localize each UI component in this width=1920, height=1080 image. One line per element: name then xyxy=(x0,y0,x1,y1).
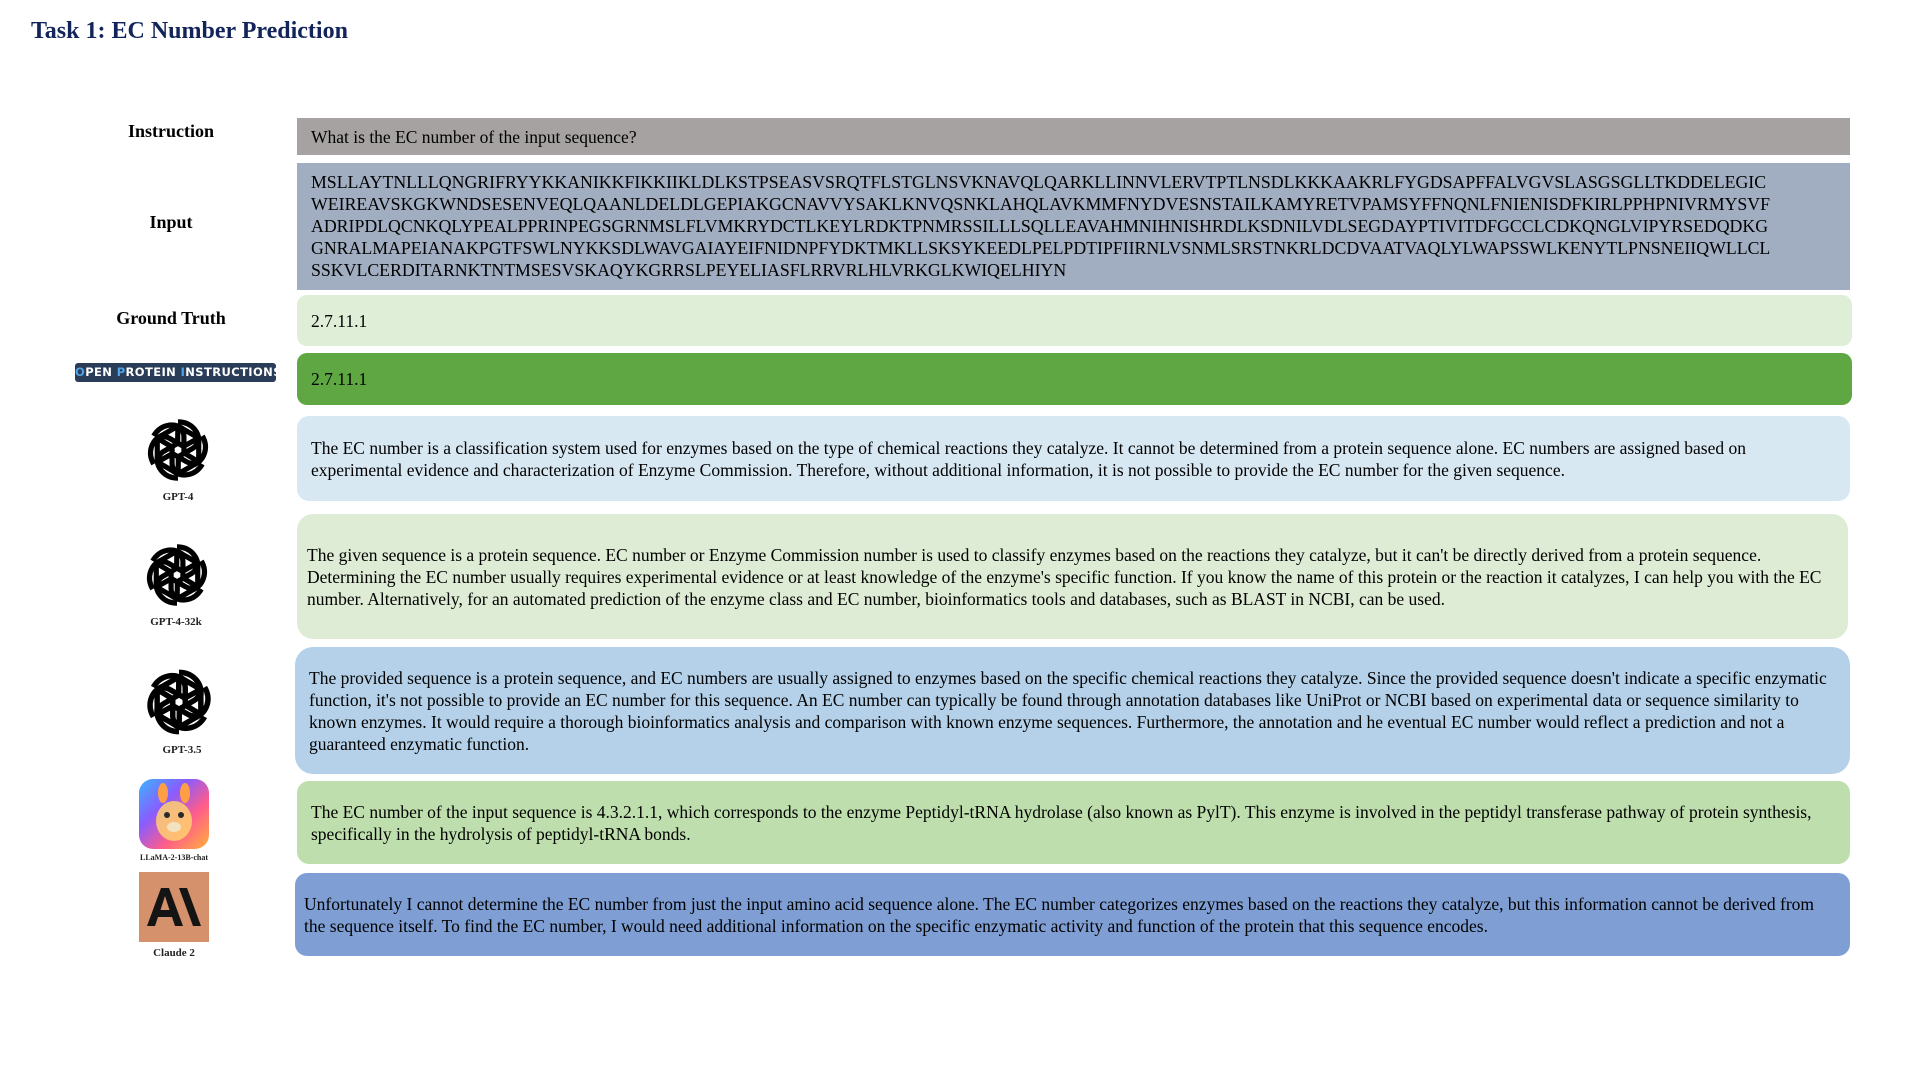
model-answer-box xyxy=(297,514,1848,639)
model-answer-box xyxy=(297,416,1850,501)
ground-truth-label: Ground Truth xyxy=(116,308,226,328)
model-answer: The provided sequence is a protein sequence, and EC numbers are usually assigned to enzymes based on the specific chemical reactions they catalyze. Since the provided sequence doesn't indicate a specific enzymatic function, it's not possible to provide an EC number for this sequence. An EC number can typically be found through annotation databases like UniProt or NCBI based on experimental data or sequence similarity to known enzymes. It would require a thorough bioinformatics analysis and comparison with known enzyme sequences. Furthermore, the annotation and he eventual EC number would reflect a prediction and not a guaranteed enzymatic function. xyxy=(309,667,1827,754)
model-name: GPT-4 xyxy=(162,491,194,503)
instruction-label: Instruction xyxy=(127,121,214,141)
model-answer-box xyxy=(295,647,1850,774)
model-answer: The given sequence is a protein sequence. EC number or Enzyme Commission number is used to classify enzymes based on the reactions they catalyze, but it can't be directly derived from a protein sequence. Determining the EC number usually requires experimental evidence or at least knowledge of the enzyme's specific function. If you know the name of this protein or the reaction it catalyzes, I can help you with the EC number. Alternatively, for an automated prediction of the enzyme class and EC number, bioinformatics tools and databases, such as BLAST in NCBI, can be used. xyxy=(307,544,1822,609)
model-answer: The EC number is a classification system used for enzymes based on the type of chemical reactions they catalyze. It cannot be determined from a protein sequence alone. EC numbers are assigned based on experimental evidence and characterization of Enzyme Commission. Therefore, without additional information, it is not possible to provide the EC number for the given sequence. xyxy=(311,437,1746,480)
model-name: LLaMA-2-13B-chat xyxy=(140,853,208,862)
openai-icon xyxy=(141,413,215,487)
anthropic-icon xyxy=(139,872,209,942)
ground-truth-box xyxy=(297,295,1852,346)
model-name: GPT-4-32k xyxy=(150,616,202,628)
opi-answer: 2.7.11.1 xyxy=(311,369,368,389)
llama-icon xyxy=(139,779,209,849)
page-title: Task 1: EC Number Prediction xyxy=(31,18,348,44)
model-name: GPT-3.5 xyxy=(162,744,202,756)
model-answer: Unfortunately I cannot determine the EC number from just the input amino acid sequence alone. The EC number categorizes enzymes based on the reactions they catalyze, but this information cannot be derived from the sequence itself. To find the EC number, I would need additional information on the specific enzymatic activity and function of the protein that this sequence encodes. xyxy=(304,893,1815,936)
sequence-line: WEIREAVSKGKWNDSESENVEQLQAANLDELDLGEPIAKGCNAVVYSAKLKNVQSNKLAHQLAVKMMFNYDVESNSTAILKAMYRETVPAMSYFFNQNLFNIENISDFKIRLPPHPNIVRMYSVF xyxy=(311,194,1771,214)
sequence-line: GNRALMAPEIANAKPGTFSWLNYKKSDLWAVGAIAYEIFNIDNPFYDKTMKLLSKSYKEEDLPELPDTIPFIIRNLVSNMLSRSTNKRLDCDVAATVAQLYLWAPSSWLKENYTLPNSNEIIQWLLCL xyxy=(311,238,1771,258)
opi-logo: OPEN PROTEIN INSTRUCTIONS xyxy=(75,363,276,382)
instruction-text: What is the EC number of the input sequence? xyxy=(311,126,637,147)
input-label: Input xyxy=(149,212,193,232)
input-sequence-box xyxy=(297,163,1850,290)
sequence-line: ADRIPDLQCNKQLYPEALPPRINPEGSGRNMSLFLVMKRYDCTLKEYLRDKTPNMRSSILLLSQLLEAVAHMNIHNISHRDLKSDNILVDLSEGDAYPTIVITDFGCCLCDKQNGLVIPYRSEDQDKG xyxy=(311,216,1769,236)
model-answer: The EC number of the input sequence is 4.3.2.1.1, which corresponds to the enzyme Peptidyl-tRNA hydrolase (also known as PylT). This enzyme is involved in the peptidyl transferase pathway of protein synthesis, specifically in the hydrolysis of peptidyl-tRNA bonds. xyxy=(311,801,1812,844)
model-name: Claude 2 xyxy=(153,947,195,959)
openai-icon xyxy=(140,538,214,612)
model-answer-box xyxy=(297,781,1850,864)
openai-icon xyxy=(140,663,218,741)
sequence-line: MSLLAYTNLLLQNGRIFRYYKKANIKKFIKKIIKLDLKSTPSEASVSRQTFLSTGLNSVKNAVQLQARKLLINNVLERVTPTLNSDLKKKAAKRLFYGDSAPFFALVGVSLASGSGLLTKDDELEGIC xyxy=(311,172,1767,192)
model-answer-box xyxy=(295,873,1850,956)
instruction-box xyxy=(297,118,1850,155)
opi-answer-box xyxy=(297,353,1852,405)
ground-truth-value: 2.7.11.1 xyxy=(311,310,368,331)
sequence-line: SSKVLCERDITARNKTNTMSESVSKAQYKGRRSLPEYELIASFLRRVRLHLVRKGLKWIQELHIYN xyxy=(311,260,1067,280)
